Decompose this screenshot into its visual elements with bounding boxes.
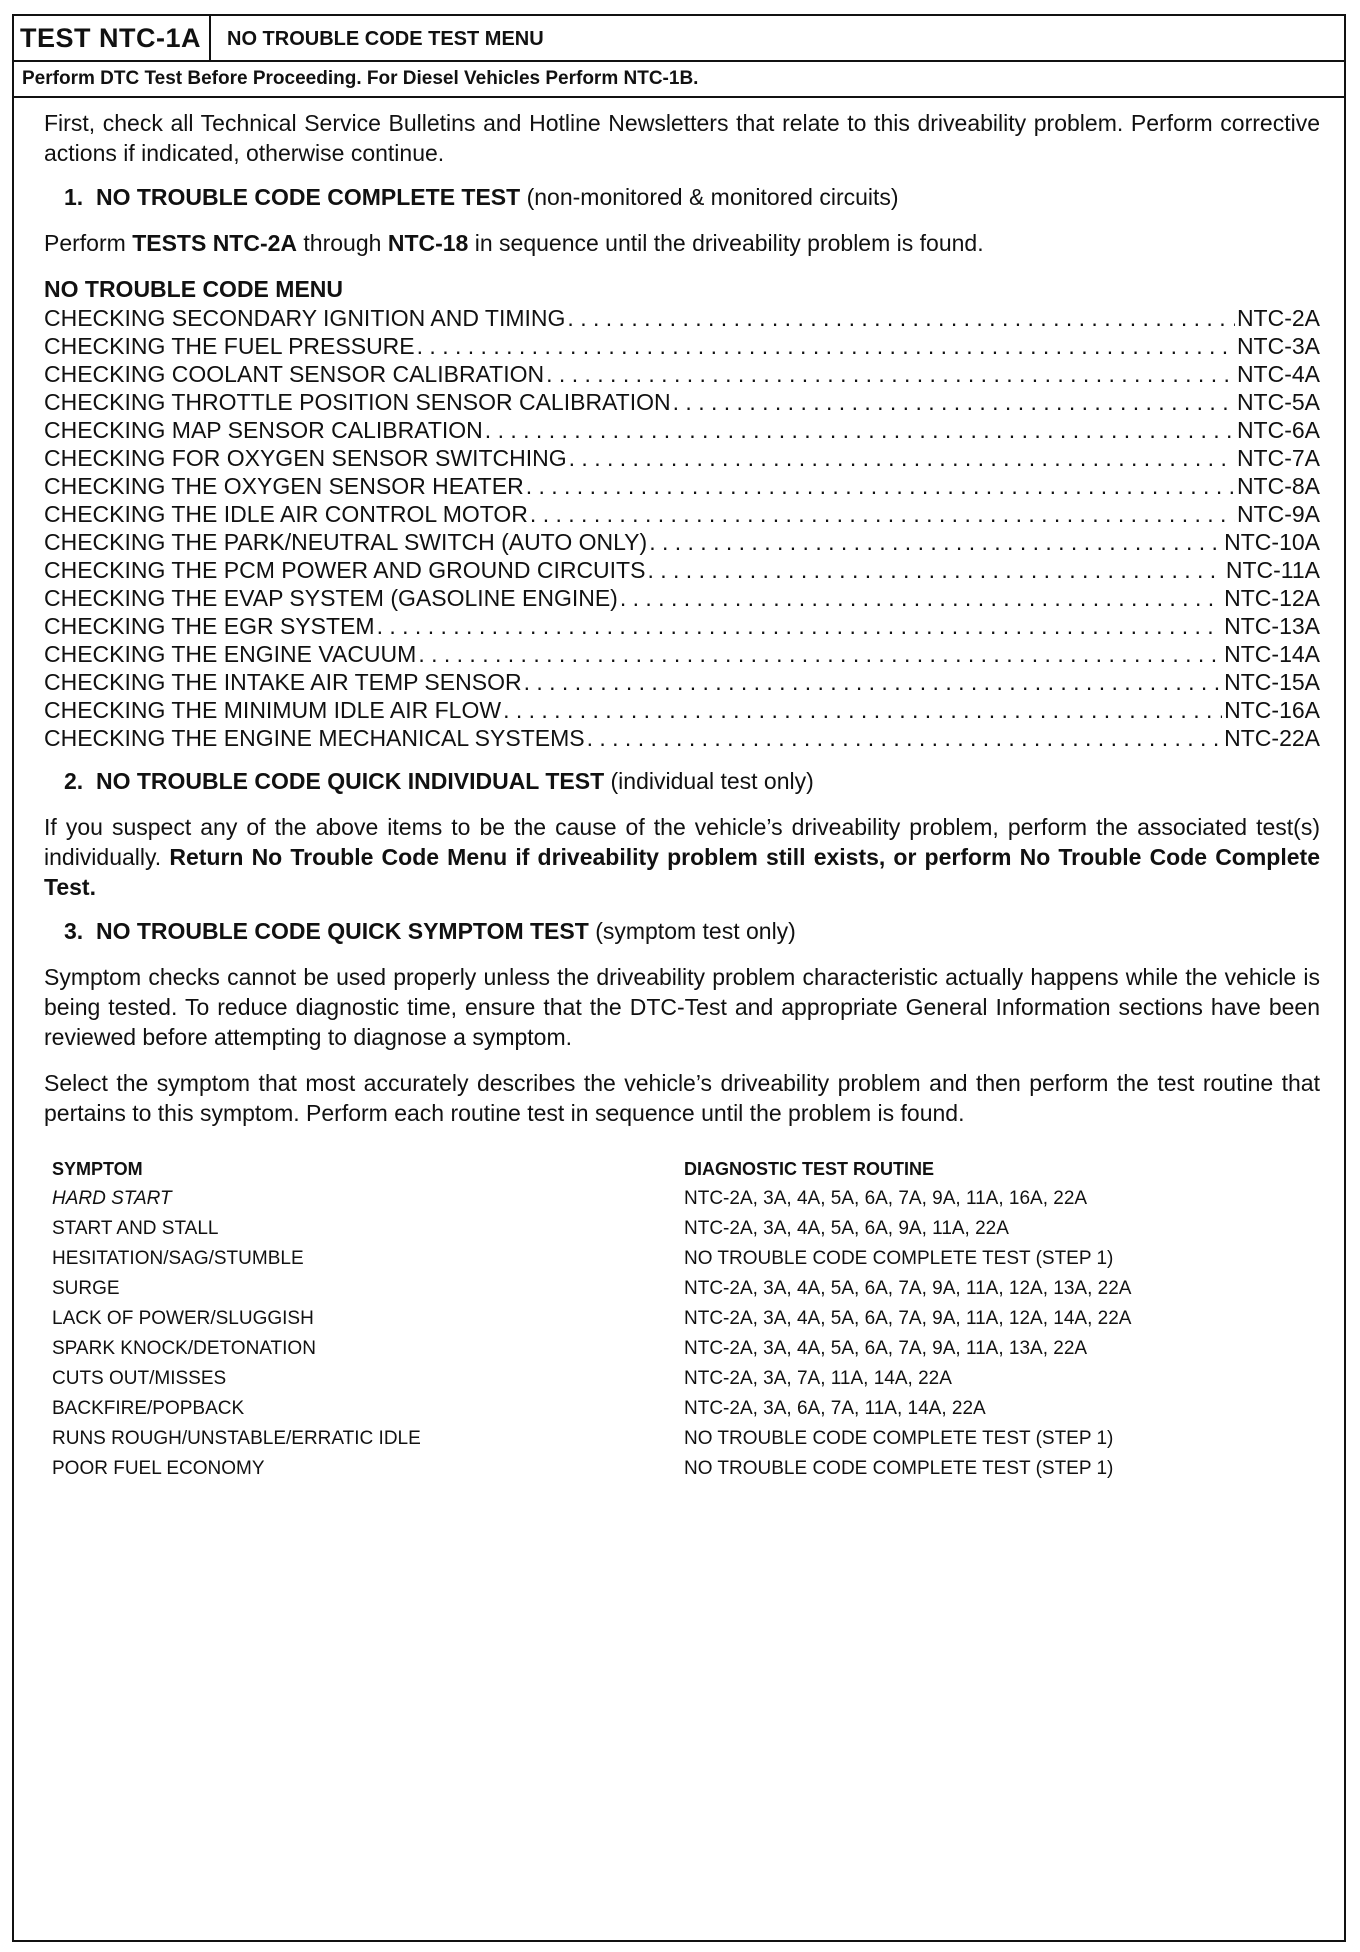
step-1-text-d: NTC-18 (387, 230, 469, 256)
menu-item-label: CHECKING SECONDARY IGNITION AND TIMING (44, 305, 566, 331)
step-3-number: 3. (64, 918, 84, 944)
menu-item-label: CHECKING THE MINIMUM IDLE AIR FLOW (44, 697, 502, 723)
content (14, 98, 1344, 1484)
menu-item (44, 528, 1320, 556)
routine-cell: NTC-2A, 3A, 7A, 11A, 14A, 22A (684, 1368, 952, 1389)
dot-leader (569, 444, 1235, 472)
step-1-heading (44, 182, 1320, 212)
step-3-paragraph-1: Symptom checks cannot be used properly unless the driveability problem characteristic actually happens while the vehicle is being tested. To reduce diagnostic time, ensure that the DTC-Test and appropriate General Information sections have been reviewed before attempting to diagnose a symptom. (44, 964, 1320, 1050)
step-1-paragraph (44, 228, 1320, 258)
menu-item-code: NTC-11A (1225, 557, 1320, 583)
routine-cell: NO TROUBLE CODE COMPLETE TEST (STEP 1) (684, 1458, 1114, 1479)
step-1-text-a: Perform (44, 230, 133, 256)
menu-item (44, 360, 1320, 388)
symptom-cell: BACKFIRE/POPBACK (52, 1398, 245, 1419)
menu-item (44, 472, 1320, 500)
menu-item-code: NTC-9A (1236, 501, 1320, 527)
menu-item (44, 556, 1320, 584)
dot-leader (546, 360, 1235, 388)
menu-item (44, 724, 1320, 752)
menu-item-code: NTC-10A (1224, 529, 1320, 555)
symptom-cell: CUTS OUT/MISSES (52, 1368, 227, 1389)
step-2-note: (individual test only) (610, 768, 814, 794)
step-2-text-bold: Return No Trouble Code Menu if driveability problem still exists, or perform No Trouble Code Complete Test. (44, 844, 1320, 900)
menu-item-code: NTC-4A (1236, 361, 1320, 387)
menu-item (44, 612, 1320, 640)
menu-item (44, 388, 1320, 416)
menu-item (44, 668, 1320, 696)
menu-item-label: CHECKING MAP SENSOR CALIBRATION (44, 417, 483, 443)
menu-item-code: NTC-3A (1236, 333, 1320, 359)
symptom-cell: HARD START (52, 1188, 172, 1209)
menu-item-label: CHECKING THE FUEL PRESSURE (44, 333, 415, 359)
routine-cell: NO TROUBLE CODE COMPLETE TEST (STEP 1) (684, 1248, 1114, 1269)
symptom-cell: SPARK KNOCK/DETONATION (52, 1338, 316, 1359)
dot-leader (567, 304, 1235, 332)
test-id: TEST NTC-1A (14, 16, 211, 60)
menu-item-code: NTC-22A (1224, 725, 1320, 751)
document-frame (12, 14, 1346, 1942)
dot-leader (417, 332, 1235, 360)
step-1-text-b: TESTS NTC-2A (132, 230, 298, 256)
menu-item-code: NTC-14A (1224, 641, 1320, 667)
symptom-cell: LACK OF POWER/SLUGGISH (52, 1308, 314, 1329)
subtitle: Perform DTC Test Before Proceeding. For Diesel Vehicles Perform NTC-1B. (14, 62, 1344, 98)
routine-column-header: DIAGNOSTIC TEST ROUTINE (684, 1159, 935, 1179)
symptom-cell: HESITATION/SAG/STUMBLE (52, 1248, 304, 1269)
step-3-note: (symptom test only) (595, 918, 796, 944)
step-2-heading (44, 766, 1320, 796)
routine-cell: NTC-2A, 3A, 4A, 5A, 6A, 9A, 11A, 22A (684, 1218, 1009, 1239)
menu-item-label: CHECKING THE ENGINE MECHANICAL SYSTEMS (44, 725, 585, 751)
symptom-cell: SURGE (52, 1278, 120, 1299)
menu-title: NO TROUBLE CODE MENU (44, 276, 343, 302)
routine-cell: NTC-2A, 3A, 4A, 5A, 6A, 7A, 9A, 11A, 13A, 22A (684, 1338, 1088, 1359)
step-2-number: 2. (64, 768, 84, 794)
menu-item-code: NTC-12A (1224, 585, 1320, 611)
menu-item-label: CHECKING THE EVAP SYSTEM (GASOLINE ENGINE) (44, 585, 618, 611)
step-2-paragraph (44, 812, 1320, 902)
step-1-text-e: in sequence until the driveability problem is found. (468, 230, 984, 256)
dot-leader (418, 640, 1222, 668)
step-1-number: 1. (64, 184, 84, 210)
dot-leader (649, 528, 1222, 556)
menu-item (44, 332, 1320, 360)
menu-item-label: CHECKING THROTTLE POSITION SENSOR CALIBRATION (44, 389, 671, 415)
step-2-title: NO TROUBLE CODE QUICK INDIVIDUAL TEST (95, 768, 605, 794)
menu-item-label: CHECKING THE EGR SYSTEM (44, 613, 375, 639)
dot-leader (503, 696, 1222, 724)
menu-item (44, 444, 1320, 472)
menu-item (44, 500, 1320, 528)
step-3-title: NO TROUBLE CODE QUICK SYMPTOM TEST (95, 918, 589, 944)
menu-item-label: CHECKING THE PARK/NEUTRAL SWITCH (AUTO ONLY) (44, 529, 648, 555)
dot-leader (526, 472, 1235, 500)
dot-leader (530, 500, 1235, 528)
menu-item-code: NTC-15A (1224, 669, 1320, 695)
menu-item-label: CHECKING THE OXYGEN SENSOR HEATER (44, 473, 524, 499)
routine-cell: NTC-2A, 3A, 6A, 7A, 11A, 14A, 22A (684, 1398, 986, 1419)
symptom-column-header: SYMPTOM (52, 1159, 143, 1179)
menu-item-code: NTC-6A (1236, 417, 1320, 443)
menu-item (44, 416, 1320, 444)
dot-leader (524, 668, 1223, 696)
step-3-heading (44, 916, 1320, 946)
symptom-cell: POOR FUEL ECONOMY (52, 1458, 265, 1479)
symptom-table (44, 1154, 1320, 1484)
routine-cell: NO TROUBLE CODE COMPLETE TEST (STEP 1) (684, 1428, 1114, 1449)
menu-item-code: NTC-5A (1236, 389, 1320, 415)
dot-leader (620, 584, 1222, 612)
menu-list (44, 304, 1320, 752)
menu-item (44, 584, 1320, 612)
page-title: NO TROUBLE CODE TEST MENU (227, 28, 544, 50)
menu-item (44, 696, 1320, 724)
menu-item-code: NTC-13A (1224, 613, 1320, 639)
step-1-title: NO TROUBLE CODE COMPLETE TEST (95, 184, 521, 210)
menu-item-label: CHECKING THE PCM POWER AND GROUND CIRCUITS (44, 557, 646, 583)
dot-leader (647, 556, 1223, 584)
step-3-paragraph-2: Select the symptom that most accurately describes the vehicle’s driveability problem and then perform the test routine that pertains to this symptom. Perform each routine test in sequence until the problem is found. (44, 1070, 1320, 1126)
menu-item-code: NTC-7A (1236, 445, 1320, 471)
step-1-text-c: through (297, 230, 388, 256)
symptom-cell: RUNS ROUGH/UNSTABLE/ERRATIC IDLE (52, 1428, 421, 1449)
menu-item-code: NTC-8A (1236, 473, 1320, 499)
dot-leader (673, 388, 1235, 416)
menu-item-code: NTC-2A (1236, 305, 1320, 331)
menu-item-label: CHECKING THE INTAKE AIR TEMP SENSOR (44, 669, 522, 695)
symptom-cell: START AND STALL (52, 1218, 219, 1239)
menu-item-code: NTC-16A (1224, 697, 1320, 723)
menu-item-label: CHECKING THE ENGINE VACUUM (44, 641, 417, 667)
menu-item (44, 640, 1320, 668)
menu-item (44, 304, 1320, 332)
menu-item-label: CHECKING FOR OXYGEN SENSOR SWITCHING (44, 445, 567, 471)
menu-item-label: CHECKING THE IDLE AIR CONTROL MOTOR (44, 501, 528, 527)
header-bar (14, 16, 1344, 62)
routine-cell: NTC-2A, 3A, 4A, 5A, 6A, 7A, 9A, 11A, 12A, 14A, 22A (684, 1308, 1132, 1329)
routine-cell: NTC-2A, 3A, 4A, 5A, 6A, 7A, 9A, 11A, 16A, 22A (684, 1188, 1088, 1209)
dot-leader (587, 724, 1223, 752)
intro-paragraph: First, check all Technical Service Bulletins and Hotline Newsletters that relate to this driveability problem. Perform corrective actions if indicated, otherwise continue. (44, 110, 1320, 166)
step-2-text-plain: If you suspect any of the above items to be the cause of the vehicle’s driveability problem, perform the associated test(s) individually. (44, 814, 1320, 870)
routine-cell: NTC-2A, 3A, 4A, 5A, 6A, 7A, 9A, 11A, 12A, 13A, 22A (684, 1278, 1132, 1299)
step-1-note: (non-monitored & monitored circuits) (526, 184, 899, 210)
dot-leader (377, 612, 1223, 640)
dot-leader (485, 416, 1235, 444)
menu-item-label: CHECKING COOLANT SENSOR CALIBRATION (44, 361, 545, 387)
